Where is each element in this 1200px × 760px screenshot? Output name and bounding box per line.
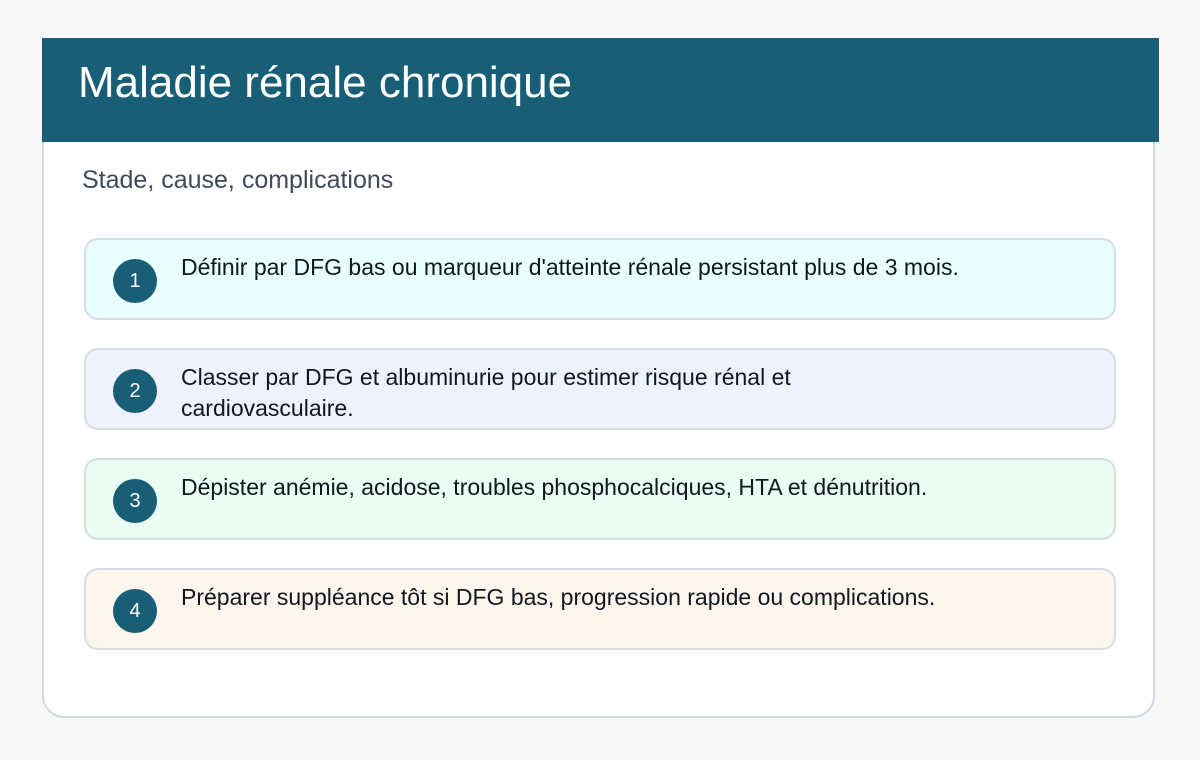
page-title: Maladie rénale chronique: [78, 58, 573, 107]
step-number-badge: 2: [113, 369, 157, 413]
step-card-2: [84, 348, 1116, 430]
step-text: Dépister anémie, acidose, troubles phosphocalciques, HTA et dénutrition.: [181, 474, 928, 500]
header-banner: [42, 38, 1159, 142]
step-number-badge: 4: [113, 589, 157, 633]
step-card-1: [84, 238, 1116, 320]
step-number-badge: 1: [113, 259, 157, 303]
step-card-4: [84, 568, 1116, 650]
step-text: Préparer suppléance tôt si DFG bas, progression rapide ou complications.: [181, 584, 936, 610]
step-text: Définir par DFG bas ou marqueur d'atteinte rénale persistant plus de 3 mois.: [181, 254, 959, 280]
page-subtitle: Stade, cause, complications: [82, 166, 394, 194]
step-card-3: [84, 458, 1116, 540]
step-text: Classer par DFG et albuminurie pour estimer risque rénal et cardiovasculaire.: [181, 364, 791, 421]
step-number-badge: 3: [113, 479, 157, 523]
